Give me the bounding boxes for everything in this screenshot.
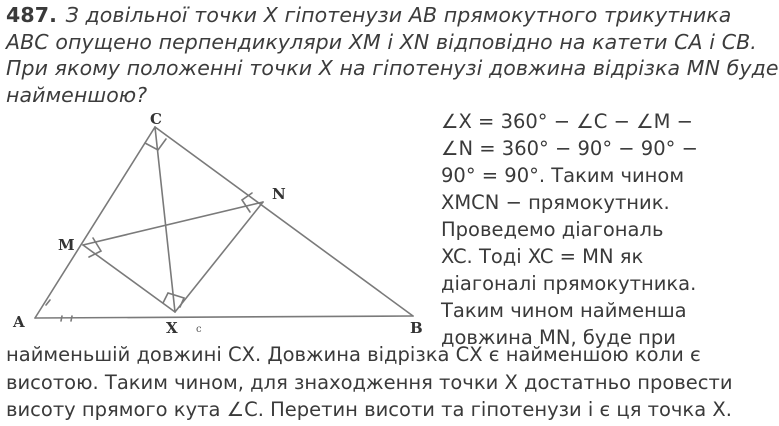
problem-text-1: З довільної точки X гіпотенузи AB прямокутного трикутника xyxy=(65,3,732,27)
tick-a-2 xyxy=(61,316,62,321)
solution-side-line: діагоналі прямокутника. xyxy=(441,272,697,295)
segment-cx xyxy=(155,127,175,312)
solution-side-line: довжина MN, буде при xyxy=(441,326,676,349)
problem-line-4: найменшою? xyxy=(6,82,148,107)
side-ab-hypotenuse xyxy=(35,316,413,318)
label-b: B xyxy=(410,319,423,337)
solution-bottom-line: найменьшій довжині CX. Довжина відрізка CX є найменшою коли є xyxy=(6,343,701,366)
tick-a-3 xyxy=(71,316,72,321)
right-angle-c xyxy=(145,139,166,150)
solution-side-text xyxy=(441,108,698,351)
solution-side-line: ∠N = 360° − 90° − 90° − xyxy=(441,137,698,160)
solution-side-line: XC. Тоді XC = MN як xyxy=(441,245,644,268)
label-a: A xyxy=(13,313,25,331)
solution-side-line: Таким чином найменша xyxy=(441,299,687,322)
segment-mn xyxy=(83,202,263,245)
label-n: N xyxy=(272,185,286,203)
solution-side-line: XMCN − прямокутник. xyxy=(441,191,670,214)
solution-bottom-line: висотою. Таким чином, для знаходження точки X достатньо провести xyxy=(6,370,733,394)
label-small-c: c xyxy=(196,324,202,335)
problem-line-2: ABC опущено перпендикуляри XM і XN відповідно на катети CA і CB. xyxy=(6,29,757,54)
segment-xn xyxy=(175,202,263,312)
label-m: M xyxy=(58,236,75,254)
solution-bottom-text xyxy=(6,341,733,424)
solution-side-line: 90° = 90°. Таким чином xyxy=(441,164,685,187)
segment-xm xyxy=(83,245,175,312)
solution-side-line: Проведемо діагональ xyxy=(441,218,664,241)
solution-bottom-line: висоту прямого кута ∠C. Перетин висоти та гіпотенузи і є ця точка X. xyxy=(6,398,732,421)
problem-line-3: При якому положенні точки X на гіпотенузі довжина відрізка MN буде xyxy=(6,56,779,80)
label-c: C xyxy=(150,110,162,128)
right-angle-n xyxy=(242,193,252,212)
label-x: X xyxy=(166,319,178,337)
solution-side-line: ∠X = 360° − ∠C − ∠M − xyxy=(441,110,693,133)
side-ca xyxy=(35,127,155,318)
problem-number: 487. xyxy=(6,3,57,27)
